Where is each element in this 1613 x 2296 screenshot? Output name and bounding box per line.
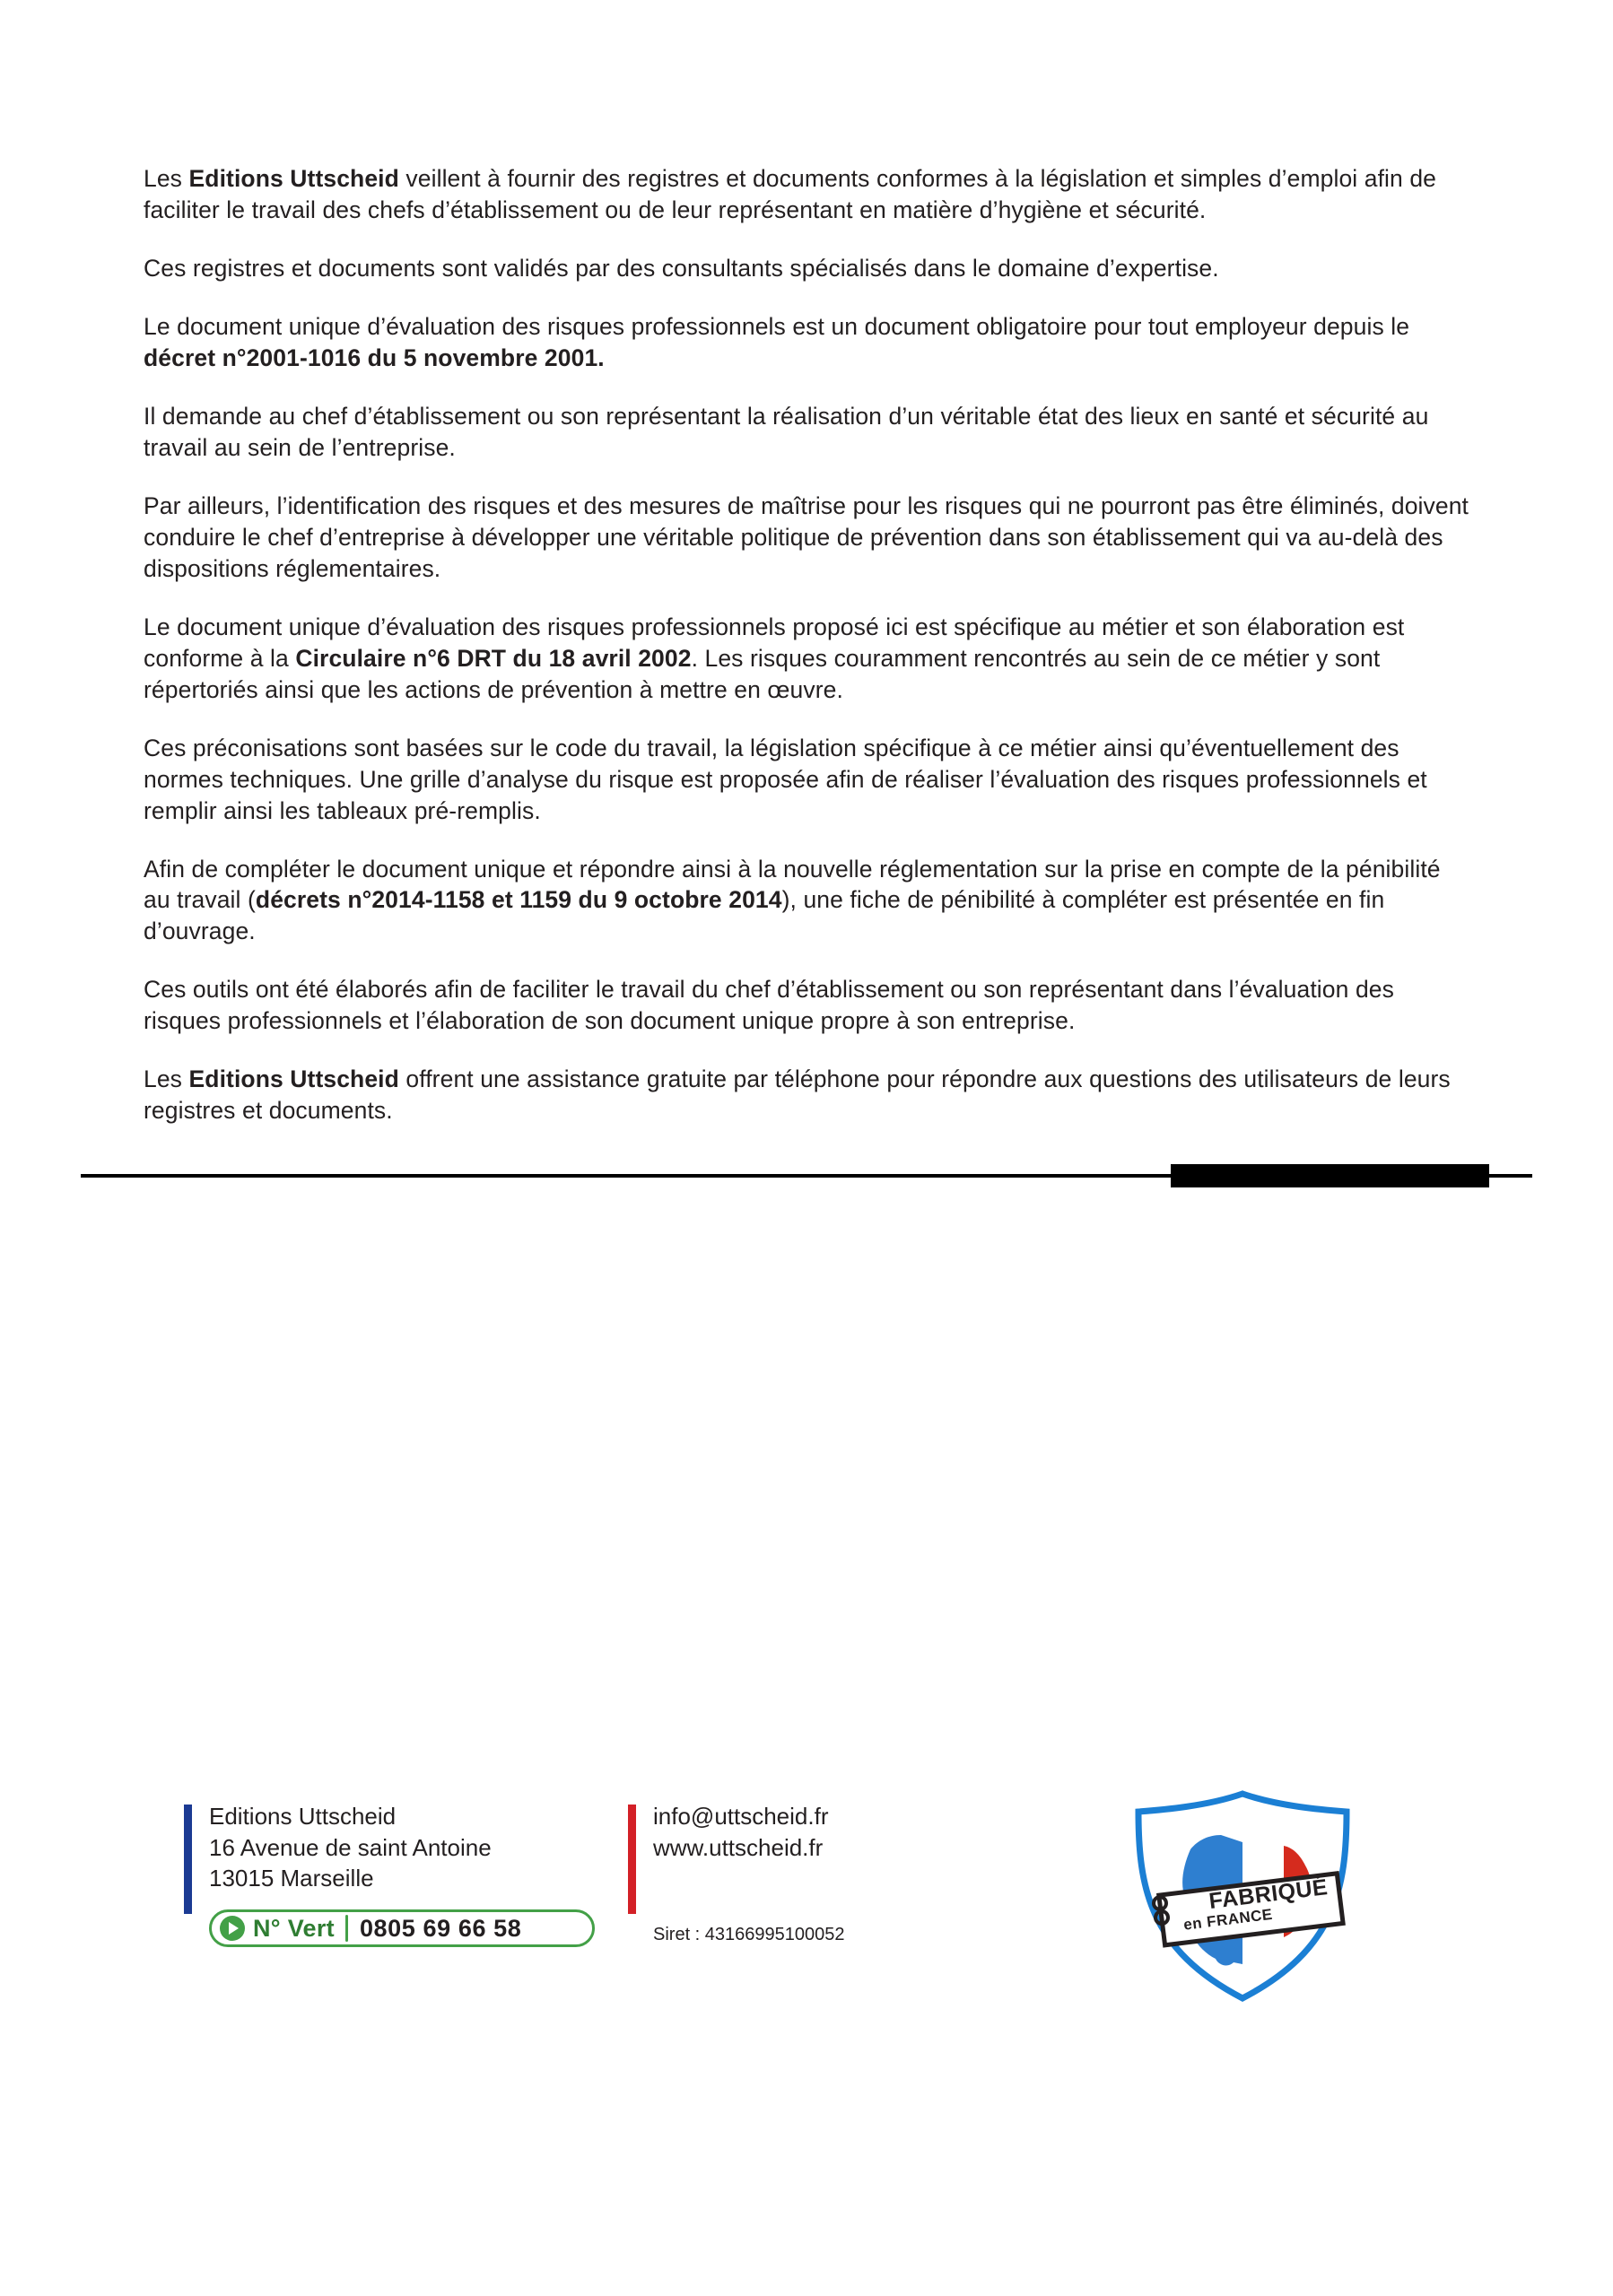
text-run: Par ailleurs, l’identification des risques et des mesures de maîtrise pour les risques qui ne pourront pas être éliminés, doivent conduire le chef d’entreprise à développer une véritable politique de prévention dans son établissement qui va au-delà des dispositions réglementaires. (144, 491, 1469, 582)
website-url[interactable]: www.uttscheid.fr (653, 1833, 824, 1861)
text-run: Les (144, 165, 189, 192)
address-lines (209, 1801, 492, 1894)
red-accent-bar (628, 1805, 636, 1914)
footer-divider-rule (81, 1164, 1532, 1187)
emphasis-text: décret n°2001-1016 du 5 novembre 2001. (144, 344, 605, 371)
emphasis-text: Editions Uttscheid (188, 1065, 399, 1093)
siret-number: Siret : 43166995100052 (653, 1925, 845, 1944)
text-run: Ces outils ont été élaborés afin de faciliter le travail du chef d’établissement ou son représentant dans l’évaluation des risques professionnels et l’élaboration de son document unique propre à son entreprise. (144, 976, 1394, 1035)
text-run: Ces préconisations sont basées sur le code du travail, la législation spécifique à ce métier ainsi qu’éventuellement des normes techniques. Une grille d’analyse du risque est proposée afin de réaliser l’évaluation des risques professionnels et remplir ainsi les tableaux pré-remplis. (144, 734, 1427, 824)
phone-number: 0805 69 66 58 (359, 1914, 522, 1942)
text-run: veillent à fournir des registres et documents conformes à la législation et simples d’emploi afin de faciliter le travail des chefs d’établissement ou de leur représentant en matière d’hygiène et sécurité. (144, 165, 1436, 223)
emphasis-text: décrets n°2014-1158 et 1159 du 9 octobre 2014 (255, 886, 782, 914)
play-icon (220, 1916, 245, 1941)
paragraph (144, 1064, 1471, 1126)
paragraph (144, 311, 1471, 374)
emphasis-text: Editions Uttscheid (188, 165, 399, 192)
address-line-1: 16 Avenue de saint Antoine (209, 1833, 492, 1861)
text-run: Afin de compléter le document unique et répondre ainsi à la nouvelle réglementation sur la prise en compte de la pénibilité au travail ( (144, 855, 1441, 914)
email-address[interactable]: info@uttscheid.fr (653, 1803, 829, 1830)
paragraph (144, 163, 1471, 226)
blue-accent-bar (184, 1805, 192, 1914)
contact-lines (653, 1801, 828, 1863)
badge-divider (345, 1915, 348, 1942)
badge-small-text: en FRANCE (1182, 1905, 1274, 1934)
made-in-france-badge-icon (1108, 1779, 1377, 2013)
paragraph (144, 733, 1471, 827)
address-line-2: 13015 Marseille (209, 1865, 374, 1892)
text-run: Il demande au chef d’établissement ou son représentant la réalisation d’un véritable état des lieux en santé et sécurité au travail au sein de l’entreprise. (144, 402, 1429, 461)
paragraph (144, 974, 1471, 1037)
text-run: offrent une assistance gratuite par téléphone pour répondre aux questions des utilisateurs de leurs registres et documents. (144, 1065, 1451, 1125)
body-text (144, 163, 1471, 1126)
badge-main-text: FABRIQUÉ (1208, 1874, 1330, 1915)
text-run: . Les risques couramment rencontrés au sein de ce métier y sont répertoriés ainsi que les actions de prévention à mettre en œuvre. (144, 644, 1381, 703)
emphasis-text: Circulaire n°6 DRT du 18 avril 2002 (295, 644, 692, 672)
paragraph (144, 401, 1471, 464)
paragraph (144, 854, 1471, 948)
paragraph (144, 491, 1471, 585)
text-run: Ces registres et documents sont validés par des consultants spécialisés dans le domaine d’expertise. (144, 254, 1219, 282)
toll-free-phone-badge[interactable] (209, 1909, 595, 1947)
divider-thick-block (1171, 1164, 1489, 1187)
toll-free-label: N° Vert (253, 1914, 335, 1942)
text-run: Le document unique d’évaluation des risques professionnels est un document obligatoire pour tout employeur depuis le (144, 312, 1410, 340)
text-run: Les (144, 1065, 189, 1093)
paragraph (144, 253, 1471, 284)
paragraph (144, 612, 1471, 706)
page-footer (0, 1794, 1613, 2018)
company-name: Editions Uttscheid (209, 1803, 397, 1830)
text-run: Le document unique d’évaluation des risques professionnels proposé ici est spécifique au métier et son élaboration est conforme à la (144, 613, 1405, 672)
text-run: ), une fiche de pénibilité à compléter est présentée en fin d’ouvrage. (144, 886, 1385, 945)
